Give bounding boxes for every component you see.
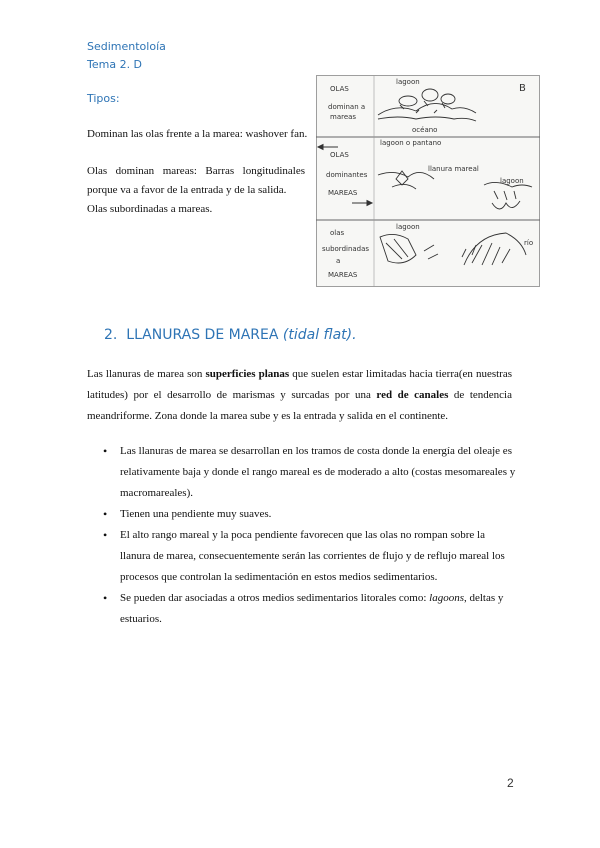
fig-row1-label1: OLAS	[330, 85, 349, 93]
fig-row3-right: río	[524, 239, 534, 247]
fig-row1-top: lagoon	[396, 78, 420, 86]
bullet4-text-c: , deltas y estuarios.	[120, 592, 504, 625]
intro-paragraph	[87, 364, 512, 427]
section-title: LLANURAS DE MAREA	[126, 327, 283, 343]
intro-bold-2: red de canales	[376, 389, 449, 401]
section-heading	[104, 327, 357, 343]
list-item: • Las llanuras de marea se desarrollan en los tramos de costa donde la energía del oleaje es relativamente baja y donde el rango mareal es de moderado a alto (costas mesomareales y macromareales).	[87, 441, 517, 504]
fig-row2-label3: MAREAS	[328, 189, 358, 197]
fig-row1-label2: dominan a	[328, 103, 366, 111]
coastal-types-figure	[316, 75, 540, 287]
tipos-line-2b: porque va a favor de la entrada y de la salida.	[87, 184, 287, 196]
tipos-line-3: Olas subordinadas a mareas.	[87, 203, 213, 215]
fig-row2-mid: llanura mareal	[428, 165, 479, 173]
intro-text-1: Las llanuras de marea son	[87, 368, 206, 380]
fig-row3-top: lagoon	[396, 223, 420, 231]
fig-row3-label4: MAREAS	[328, 271, 358, 279]
bullet4-italic: lagoons	[429, 592, 464, 604]
fig-row2-label1: OLAS	[330, 151, 349, 159]
list-item: • El alto rango mareal y la poca pendiente favorecen que las olas no rompan sobre la llanura de marea, consecuentemente serán las corrientes de flujo y de reflujo mareal los procesos que controlan la sedimentación en estos medios sedimentarios.	[87, 525, 517, 588]
list-item: • Tienen una pendiente muy suaves.	[87, 504, 517, 525]
fig-row2-top: lagoon o pantano	[380, 139, 442, 147]
list-item	[87, 588, 517, 630]
intro-text-3: de tendencia meandriforme. Zona donde la marea sube y es la entrada y salida en el continente.	[87, 389, 512, 422]
fig-row1-label3: mareas	[330, 113, 357, 121]
fig-row2-right: lagoon	[500, 177, 524, 185]
header-subject: Sedimentoloía	[87, 40, 166, 53]
page-number: 2	[507, 776, 514, 790]
fig-row3-label3: a	[336, 257, 341, 265]
intro-bold-1: superficies planas	[205, 368, 290, 380]
fig-row3-label2: subordinadas	[322, 245, 370, 253]
bullet4-text-a: Se pueden dar asociadas a otros medios sedimentarios litorales como:	[120, 592, 430, 604]
fig-letter: B	[519, 83, 526, 94]
tipos-line-1: Dominan las olas frente a la marea: washover fan.	[87, 128, 308, 140]
tipos-line-2a: Olas dominan mareas: Barras longitudinales	[87, 165, 305, 177]
section-title-italic: (tidal flat).	[282, 327, 357, 343]
tipos-heading: Tipos:	[87, 92, 120, 105]
fig-row3-label1: olas	[330, 229, 345, 237]
bullet-list	[87, 441, 517, 630]
fig-row1-bottom: océano	[412, 126, 438, 134]
intro-text-2: que suelen estar limitadas hacia tierra(en nuestras latitudes) por el desarrollo de marismas y surcadas por una	[87, 368, 512, 401]
header-topic: Tema 2. D	[87, 58, 143, 71]
section-number: 2.	[104, 327, 118, 343]
fig-row2-label2: dominantes	[326, 171, 368, 179]
